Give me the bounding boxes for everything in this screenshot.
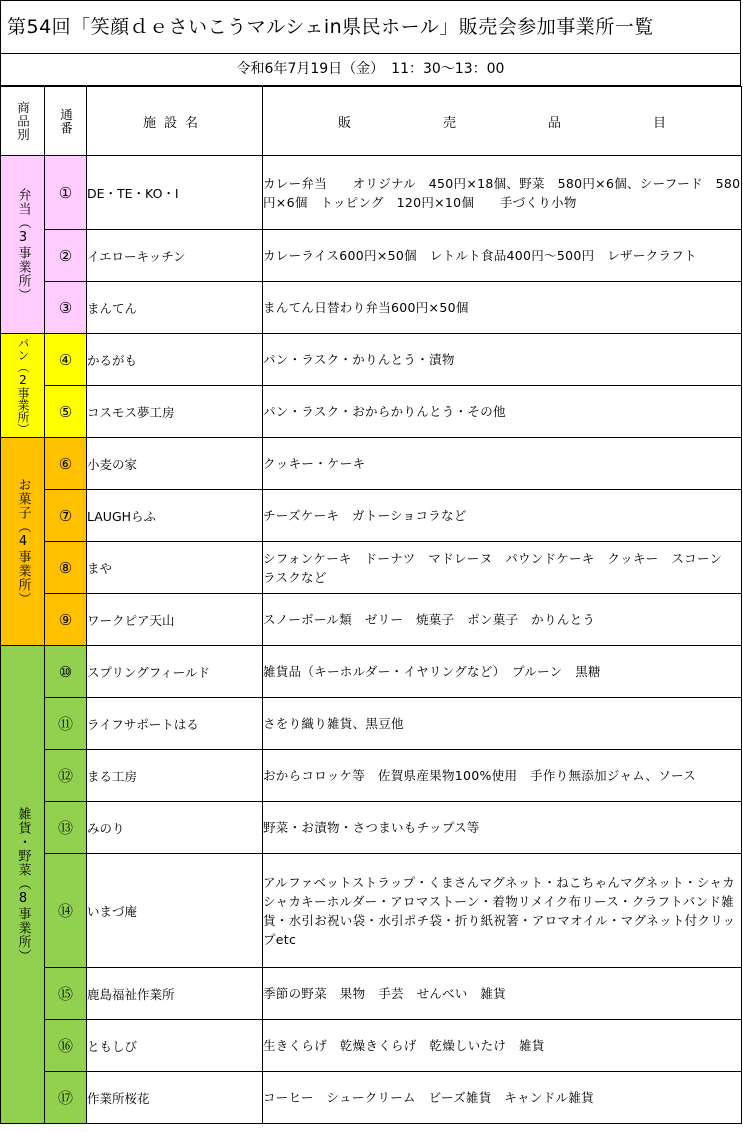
category-okashi: お菓子（4事業所）	[1, 438, 45, 646]
sales-items: カレー弁当 オリジナル 450円×18個、野菜 580円×6個、シーフード 580円×6個 トッピング 120円×10個 手づくり小物	[263, 156, 742, 230]
category-zakka: 雑貨・野菜（8事業所）	[1, 646, 45, 1124]
row-number: ⑫	[45, 750, 87, 802]
row-number: ⑤	[45, 386, 87, 438]
facility-name: ともしび	[87, 1020, 263, 1072]
sales-items: 野菜・お漬物・さつまいもチップス等	[263, 802, 742, 854]
table-row	[1, 334, 742, 386]
table-row	[1, 386, 742, 438]
sales-items: さをり織り雑貨、黒豆他	[263, 698, 742, 750]
facility-name: かるがも	[87, 334, 263, 386]
row-number: ⑧	[45, 542, 87, 594]
table-row	[1, 646, 742, 698]
table-row	[1, 594, 742, 646]
row-number: ⑮	[45, 968, 87, 1020]
header-facility: 施設名	[87, 87, 263, 156]
sales-items: おからコロッケ等 佐賀県産果物100%使用 手作り無添加ジャム、ソース	[263, 750, 742, 802]
table-row	[1, 854, 742, 968]
facility-name: 小麦の家	[87, 438, 263, 490]
table-row	[1, 438, 742, 490]
facility-name: ワークピア天山	[87, 594, 263, 646]
facility-name: まや	[87, 542, 263, 594]
table-row	[1, 542, 742, 594]
sales-items: チーズケーキ ガトーショコラなど	[263, 490, 742, 542]
header-category: 商品別	[1, 87, 45, 156]
table-row	[1, 968, 742, 1020]
facility-name: まんてん	[87, 282, 263, 334]
row-number: ⑰	[45, 1072, 87, 1124]
row-number: ⑯	[45, 1020, 87, 1072]
table-row	[1, 230, 742, 282]
document-title: 第54回「笑顔ｄｅさいこうマルシェin県民ホール」販売会参加事業所一覧	[0, 0, 741, 54]
facility-name: コスモス夢工房	[87, 386, 263, 438]
table-row	[1, 490, 742, 542]
facility-name: まる工房	[87, 750, 263, 802]
sales-items: アルファベットストラップ・くまさんマグネット・ねこちゃんマグネット・シャカシャカキーホルダー・アロマストーン・着物リメイク布リース・クラフトバンド雑貨・水引お祝い袋・水引ポチ袋・折り紙祝箸・アロマオイル・マグネット付クリップetc	[263, 854, 742, 968]
sales-items: コーヒー シュークリーム ビーズ雑貨 キャンドル雑貨	[263, 1072, 742, 1124]
facility-name: いまづ庵	[87, 854, 263, 968]
sales-items: パン・ラスク・かりんとう・漬物	[263, 334, 742, 386]
facility-name: LAUGHらふ	[87, 490, 263, 542]
facility-name: ライフサポートはる	[87, 698, 263, 750]
event-date: 令和6年7月19日（金） 11：30～13：00	[0, 54, 741, 86]
header-items: 販 売 品 目	[263, 87, 742, 156]
table-header-row	[1, 87, 742, 156]
facility-name: みのり	[87, 802, 263, 854]
sales-items: スノーボール類 ゼリー 焼菓子 ポン菓子 かりんとう	[263, 594, 742, 646]
table-row	[1, 750, 742, 802]
category-pan: パン（2事業所）	[1, 334, 45, 438]
row-number: ①	[45, 156, 87, 230]
facility-name: 鹿島福祉作業所	[87, 968, 263, 1020]
row-number: ⑪	[45, 698, 87, 750]
facility-name: イエローキッチン	[87, 230, 263, 282]
sales-items: 季節の野菜 果物 手芸 せんべい 雑貨	[263, 968, 742, 1020]
participants-table	[0, 86, 742, 1124]
sales-items: パン・ラスク・おからかりんとう・その他	[263, 386, 742, 438]
table-row	[1, 1072, 742, 1124]
facility-name: スプリングフィールド	[87, 646, 263, 698]
row-number: ④	[45, 334, 87, 386]
row-number: ②	[45, 230, 87, 282]
row-number: ⑬	[45, 802, 87, 854]
sales-items: シフォンケーキ ドーナツ マドレーヌ パウンドケーキ クッキー スコーン ラスクなど	[263, 542, 742, 594]
sales-items: クッキー・ケーキ	[263, 438, 742, 490]
sales-items: まんてん日替わり弁当600円×50個	[263, 282, 742, 334]
table-row	[1, 156, 742, 230]
sales-items: カレーライス600円×50個 レトルト食品400円～500円 レザークラフト	[263, 230, 742, 282]
table-row	[1, 1020, 742, 1072]
category-bento: 弁当（3事業所）	[1, 156, 45, 334]
header-number: 通番	[45, 87, 87, 156]
sales-items: 生きくらげ 乾燥きくらげ 乾燥しいたけ 雑貨	[263, 1020, 742, 1072]
row-number: ⑭	[45, 854, 87, 968]
row-number: ⑨	[45, 594, 87, 646]
row-number: ⑩	[45, 646, 87, 698]
table-row	[1, 698, 742, 750]
table-row	[1, 802, 742, 854]
table-row	[1, 282, 742, 334]
sales-items: 雑貨品（キーホルダー・イヤリングなど） プルーン 黒糖	[263, 646, 742, 698]
facility-name: 作業所桜花	[87, 1072, 263, 1124]
row-number: ⑥	[45, 438, 87, 490]
facility-name: DE・TE・KO・I	[87, 156, 263, 230]
row-number: ⑦	[45, 490, 87, 542]
row-number: ③	[45, 282, 87, 334]
